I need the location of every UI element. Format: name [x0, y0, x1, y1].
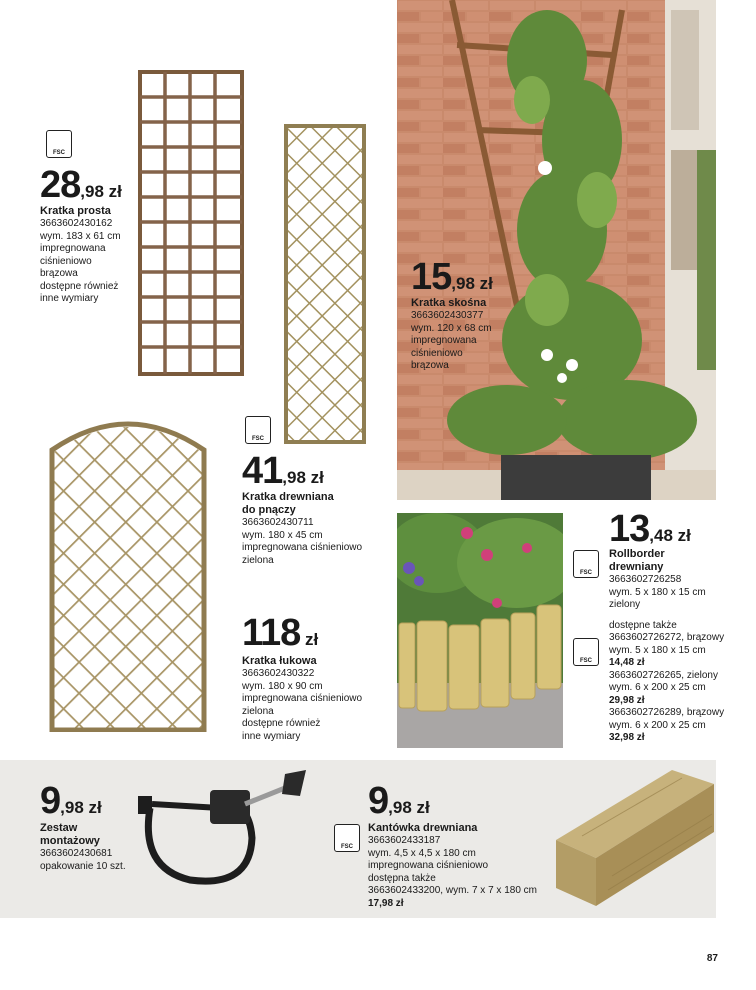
product-treatment: impregnowana: [411, 335, 477, 346]
fsc-icon: FSC: [573, 638, 599, 666]
fsc-icon: FSC: [334, 824, 360, 852]
also-available-label: dostępna także: [368, 872, 436, 884]
trellis-arched-image: [48, 412, 208, 732]
fsc-icon: FSC: [573, 550, 599, 578]
variant-code: 3663602726265, zielony: [609, 669, 718, 681]
variant-size: wym. 6 x 200 x 25 cm: [609, 719, 706, 731]
product-size: wym. 183 x 61 cm: [40, 230, 121, 242]
variant-code: 3663602726289, brązowy: [609, 707, 725, 718]
product-color: brązowa: [40, 268, 78, 279]
product-name: Kratka skośna: [411, 297, 487, 309]
also-available-label: dostępne także: [609, 619, 677, 631]
price-kratka-drewniana: 41,98 zł: [242, 450, 324, 492]
product-size: wym. 180 x 90 cm: [242, 680, 323, 692]
price-rollborder: 13,48 zł: [609, 508, 691, 550]
variant-size: wym. 5 x 180 x 15 cm: [609, 644, 706, 656]
mounting-clamp-image: [130, 768, 310, 893]
product-availability: dostępne również: [40, 280, 119, 292]
price-kratka-prosta: 28,98 zł: [40, 164, 122, 206]
page-number: 87: [706, 953, 718, 964]
product-name-2: drewniany: [609, 561, 664, 573]
product-name: Kantówka drewniana: [368, 822, 478, 834]
variant-code: 3663602726272, brązowy: [609, 632, 725, 643]
desc-kratka-lukowa: [242, 655, 392, 743]
product-color: zielona: [242, 554, 274, 566]
product-availability-2: inne wymiary: [242, 730, 301, 742]
product-treatment-2: ciśnieniowo: [411, 347, 463, 359]
product-treatment: impregnowana ciśnieniowo: [368, 860, 489, 871]
product-name: Zestaw: [40, 822, 78, 834]
desc-kratka-prosta: [40, 205, 140, 306]
variant-code: 3663602433200, wym. 7 x 7 x 180 cm: [368, 885, 537, 896]
wooden-beam-image: [552, 766, 718, 910]
product-treatment: impregnowana: [40, 243, 106, 254]
product-code: 3663602430377: [411, 310, 484, 321]
product-color: zielony: [609, 599, 641, 610]
variant-price: 17,98 zł: [368, 897, 404, 909]
trellis-square-image: [138, 70, 244, 376]
price-kratka-skosna: 15,98 zł: [411, 256, 493, 298]
variant-size: wym. 6 x 200 x 25 cm: [609, 682, 706, 693]
product-name: Rollborder: [609, 548, 665, 560]
product-color: brązowa: [411, 360, 449, 371]
rollborder-photo: [397, 513, 563, 748]
product-name: Kratka drewniana: [242, 491, 334, 503]
desc-kratka-skosna: [411, 297, 511, 373]
product-name: Kratka łukowa: [242, 655, 317, 667]
price-kratka-lukowa: 118 zł: [242, 612, 319, 654]
price-zestaw: 9,98 zł: [40, 780, 102, 822]
product-code: 3663602433187: [368, 835, 441, 846]
product-treatment-2: ciśnieniowo: [40, 255, 92, 267]
product-color: zielona: [242, 705, 274, 717]
product-code: 3663602726258: [609, 574, 682, 585]
product-treatment: impregnowana ciśnieniowo: [242, 693, 363, 704]
desc-rollborder: [609, 548, 739, 745]
product-code: 3663602430711: [242, 517, 314, 528]
product-size: wym. 5 x 180 x 15 cm: [609, 586, 706, 598]
product-treatment: impregnowana ciśnieniowo: [242, 542, 363, 553]
variant-price: 29,98 zł: [609, 694, 645, 706]
product-code: 3663602430322: [242, 668, 315, 679]
variant-price: 32,98 zł: [609, 732, 645, 743]
product-availability-2: inne wymiary: [40, 293, 99, 304]
product-size: wym. 4,5 x 4,5 x 180 cm: [368, 847, 476, 859]
product-availability: dostępne również: [242, 718, 321, 729]
trellis-wall-photo: [397, 0, 716, 500]
product-code: 3663602430162: [40, 218, 113, 229]
product-package: opakowanie 10 szt.: [40, 860, 126, 872]
product-size: wym. 180 x 45 cm: [242, 529, 323, 541]
price-kantowka: 9,98 zł: [368, 780, 430, 822]
product-size: wym. 120 x 68 cm: [411, 322, 492, 334]
product-name-2: do pnączy: [242, 504, 296, 516]
product-name-2: montażowy: [40, 835, 100, 847]
product-name: Kratka prosta: [40, 205, 111, 217]
fsc-icon: FSC: [46, 130, 72, 158]
desc-kantowka: [368, 822, 568, 910]
product-code: 3663602430681: [40, 848, 113, 859]
variant-price: 14,48 zł: [609, 657, 645, 668]
desc-zestaw: [40, 822, 140, 873]
fsc-icon: FSC: [245, 416, 271, 444]
desc-kratka-drewniana: [242, 491, 392, 567]
trellis-narrow-image: [284, 124, 366, 444]
